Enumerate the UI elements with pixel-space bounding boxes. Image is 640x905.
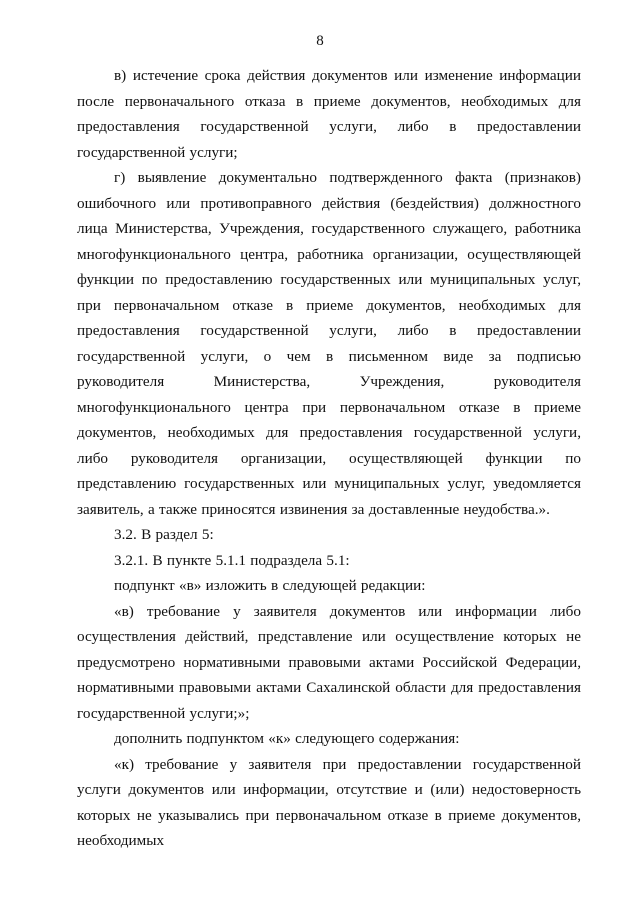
- paragraph-subpoint-k-text: «к) требование у заявителя при предоставлении государственной услуги документов или информации, отсутствие и (или) недостоверность которых не указывались при первоначальном отказе в приеме документов, необходимых: [77, 755, 581, 849]
- paragraph-g-erroneous-action: г) выявление документально подтвержденного факта (признаков) ошибочного или противоправного действия (бездействия) должностного лица Министерства, Учреждения, государственного служащего, работника многофункционального центра, работника организации, осуществляющей функции по предоставлению государственных или муниципальных услуг, при первоначальном отказе в приеме документов, необходимых для предоставления государственной услуги, либо в предоставлении государственной услуги, о чем в письменном виде за подписью руководителя Министерства, Учреждения, руководителя многофункционального центра при первоначальном отказе в приеме документов, необходимых для предоставления государственной услуги, либо руководителя организации, осуществляющей функции по представлению государственных или муниципальных услуг, уведомляется заявитель, а также приносятся извинения за доставленные неудобства.».: [77, 169, 581, 518]
- paragraph-section-5: 3.2. В раздел 5:: [114, 526, 214, 543]
- paragraph-point-5-1-1: 3.2.1. В пункте 5.1.1 подраздела 5.1:: [114, 551, 350, 569]
- document-body: [77, 63, 581, 854]
- paragraph-v-expiry: в) истечение срока действия документов или изменение информации после первоначального отказа в приеме документов, необходимых для предоставления государственной услуги, либо в предоставлении государственной услуги;: [77, 67, 581, 161]
- page-number: 8: [316, 33, 324, 49]
- paragraph-subpoint-k-heading: дополнить подпунктом «к» следующего содержания:: [114, 730, 460, 747]
- paragraph-subpoint-v-text: «в) требование у заявителя документов или информации либо осуществления действий, представление или осуществление которых не предусмотрено нормативными правовыми актами Российской Федерации, нормативными правовыми актами Сахалинской области для предоставления государственной услуги;»;: [77, 602, 581, 722]
- paragraph-subpoint-v-heading: подпункт «в» изложить в следующей редакции:: [114, 577, 426, 594]
